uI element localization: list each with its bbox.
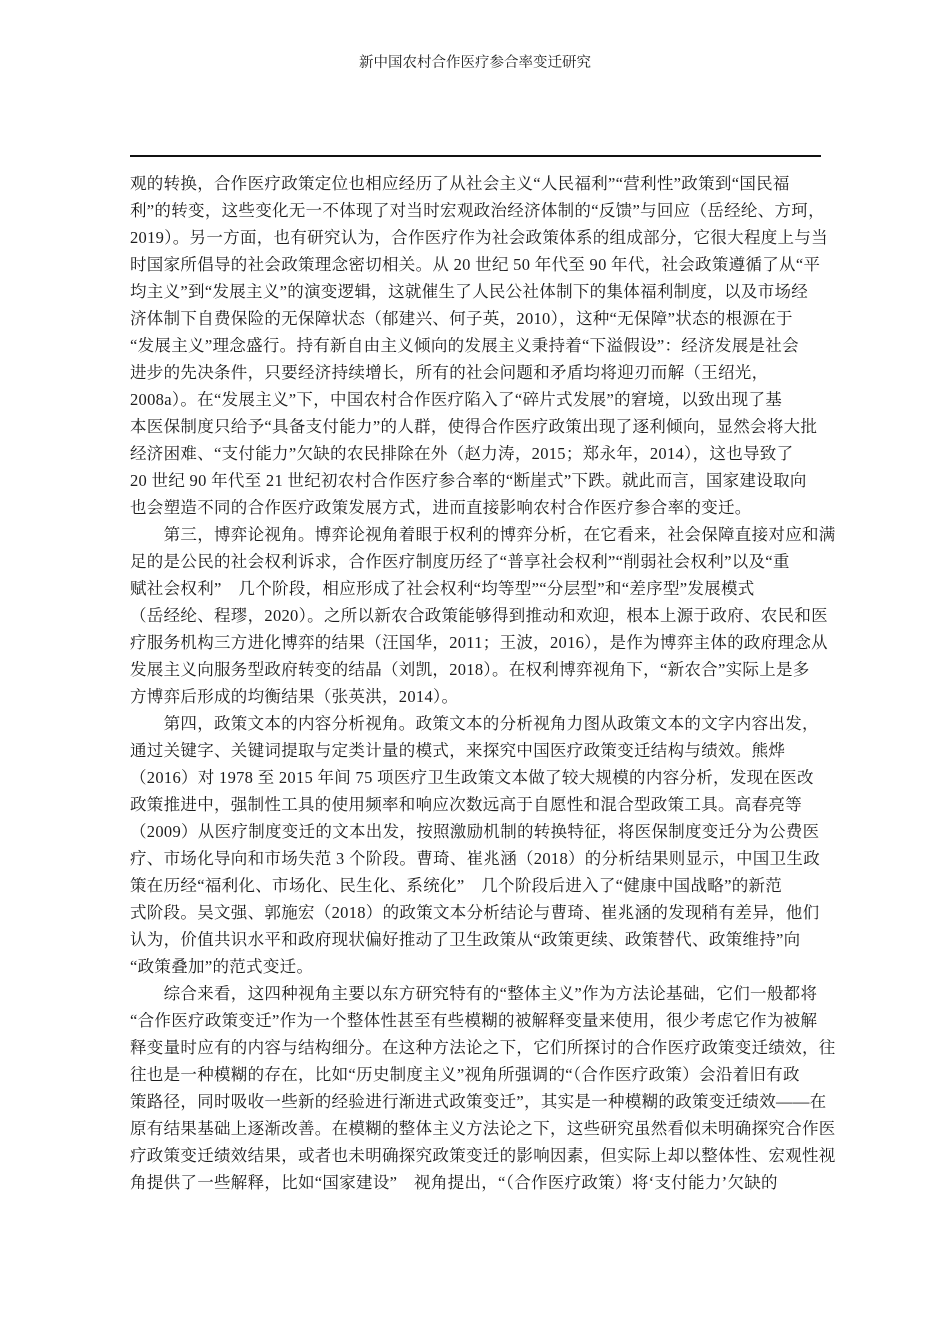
- text-line: 疗服务机构三方进化博弈的结果（汪国华，2011；王波，2016），是作为博弈主体的政府理念从: [130, 633, 828, 652]
- text-line: “政策叠加”的范式变迁。: [130, 957, 314, 976]
- text-line: 利”的转变，这些变化无一不体现了对当时宏观政治经济体制的“反馈”与回应（岳经纶、方珂，: [130, 201, 825, 220]
- text-line: 发展主义向服务型政府转变的结晶（刘凯，2018）。在权利博弈视角下，“新农合”实际上是多: [130, 660, 810, 679]
- text-line: 第四，政策文本的内容分析视角。政策文本的分析视角力图从政策文本的文字内容出发，: [163, 714, 819, 733]
- text-line: “发展主义”理念盛行。持有新自由主义倾向的发展主义秉持着“下溢假设”：经济发展是社会: [130, 336, 799, 355]
- text-line: 认为，价值共识水平和政府现状偏好推动了卫生政策从“政策更续、政策替代、政策维持”向: [130, 930, 801, 949]
- text-line: 2019）。另一方面，也有研究认为，合作医疗作为社会政策体系的组成部分，它很大程度上与当: [130, 228, 828, 247]
- paragraph: [130, 521, 836, 710]
- text-line: 足的是公民的社会权利诉求，合作医疗制度历经了“普享社会权利”“削弱社会权利”以及“重: [130, 552, 790, 571]
- text-line: 通过关键字、关键词提取与定类计量的模式，来探究中国医疗政策变迁结构与绩效。熊烨: [130, 741, 786, 760]
- text-line: 综合来看，这四种视角主要以东方研究特有的“整体主义”作为方法论基础，它们一般都将: [163, 984, 818, 1003]
- header-separator-line: [130, 155, 821, 157]
- text-line: 往也是一种模糊的存在，比如“历史制度主义”视角所强调的“（合作医疗政策）会沿着旧有政: [130, 1065, 800, 1084]
- text-line: 20 世纪 90 年代至 21 世纪初农村合作医疗参合率的“断崖式”下跌。就此而言，国家建设取向: [130, 471, 807, 490]
- text-line: 济体制下自费保险的无保障状态（郁建兴、何子英，2010），这种“无保障”状态的根源在于: [130, 309, 793, 328]
- text-line: （2016）对 1978 至 2015 年间 75 项医疗卫生政策文本做了较大规模的内容分析，发现在医改: [130, 768, 814, 787]
- text-line: 原有结果基础上逐渐改善。在模糊的整体主义方法论之下，这些研究虽然看似未明确探究合作医: [130, 1119, 836, 1138]
- text-line: 本医保制度只给予“具备支付能力”的人群，使得合作医疗政策出现了逐利倾向，显然会将大批: [130, 417, 818, 436]
- text-line: 疗、市场化导向和市场失范 3 个阶段。曹琦、崔兆涵（2018）的分析结果则显示，中国卫生政: [130, 849, 820, 868]
- text-line: 方博弈后形成的均衡结果（张英洪，2014）。: [130, 687, 459, 706]
- text-line: 角提供了一些解释，比如“国家建设” 视角提出，“（合作医疗政策）将‘支付能力’欠缺的: [130, 1173, 778, 1192]
- text-line: 政策推进中，强制性工具的使用频率和响应次数远高于自愿性和混合型政策工具。高春亮等: [130, 795, 802, 814]
- text-line: （岳经纶、程璆，2020）。之所以新农合政策能够得到推动和欢迎，根本上源于政府、农民和医: [130, 606, 828, 625]
- text-line: 式阶段。吴文强、郭施宏（2018）的政策文本分析结论与曹琦、崔兆涵的发现稍有差异，他们: [130, 903, 820, 922]
- text-line: 疗政策变迁绩效结果，或者也未明确探究政策变迁的影响因素，但实际上却以整体性、宏观性视: [130, 1146, 836, 1165]
- paragraph: [130, 710, 822, 980]
- paragraph: [130, 980, 836, 1196]
- text-line: 均主义”到“发展主义”的演变逻辑，这就催生了人民公社体制下的集体福利制度，以及市场经: [130, 282, 809, 301]
- text-line: 策路径，同时吸收一些新的经验进行渐进式政策变迁”，其实是一种模糊的政策变迁绩效——在: [130, 1092, 827, 1111]
- paragraph: [130, 170, 828, 521]
- text-line: 释变量时应有的内容与结构细分。在这种方法论之下，它们所探讨的合作医疗政策变迁绩效，往: [130, 1038, 836, 1057]
- text-line: 时国家所倡导的社会政策理念密切相关。从 20 世纪 50 年代至 90 年代，社会政策遵循了从“平: [130, 255, 821, 274]
- text-line: 策在历经“福利化、市场化、民生化、系统化” 几个阶段后进入了“健康中国战略”的新范: [130, 876, 783, 895]
- text-line: 第三，博弈论视角。博弈论视角着眼于权利的博弈分析，在它看来，社会保障直接对应和满: [163, 525, 836, 544]
- text-line: “合作医疗政策变迁”作为一个整体性甚至有些模糊的被解释变量来使用，很少考虑它作为被解: [130, 1011, 818, 1030]
- text-line: 赋社会权利” 几个阶段，相应形成了社会权利“均等型”“分层型”和“差序型”发展模式: [130, 579, 755, 598]
- document-body: [130, 170, 836, 1196]
- text-line: 也会塑造不同的合作医疗政策发展方式，进而直接影响农村合作医疗参合率的变迁。: [130, 498, 752, 517]
- text-line: 经济困难、“支付能力”欠缺的农民排除在外（赵力涛，2015；郑永年，2014），这也导致了: [130, 444, 794, 463]
- text-line: 进步的先决条件，只要经济持续增长，所有的社会问题和矛盾均将迎刃而解（王绍光，: [130, 363, 769, 382]
- text-line: 观的转换，合作医疗政策定位也相应经历了从社会主义“人民福利”“营利性”政策到“国民福: [130, 174, 790, 193]
- page-header-title: 新中国农村合作医疗参合率变迁研究: [359, 55, 591, 71]
- text-line: （2009）从医疗制度变迁的文本出发，按照激励机制的转换特征，将医保制度变迁分为公费医: [130, 822, 820, 841]
- text-line: 2008a）。在“发展主义”下，中国农村合作医疗陷入了“碎片式发展”的窘境，以致出现了基: [130, 390, 783, 409]
